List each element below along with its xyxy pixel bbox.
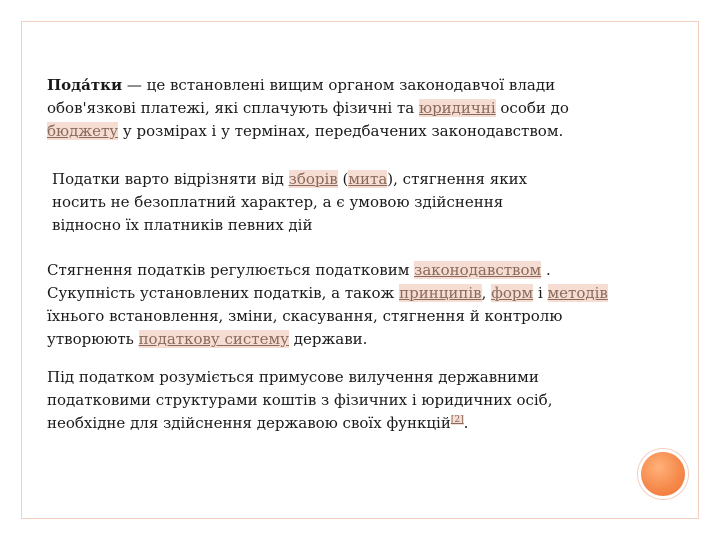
text: у розмірах і у термінах, передбачених законодавством.	[118, 122, 564, 140]
text: ), стягнення яких	[387, 170, 528, 188]
text: Під податком розуміється примусове вилучення державними	[47, 368, 539, 386]
text: обов'язкові платежі, які сплачують фізичні та	[47, 99, 420, 117]
link-pryntsypiv[interactable]: принципів	[399, 284, 482, 302]
text: їхнього встановлення, зміни, скасування, стягнення й контролю	[47, 307, 563, 325]
text: податковими структурами коштів з фізичних і юридичних осіб,	[47, 391, 553, 409]
text: .	[541, 261, 551, 279]
text: держави.	[288, 330, 368, 348]
link-zakonodavstvo[interactable]: законодавством	[414, 261, 542, 279]
text: .	[463, 414, 469, 432]
text: і	[533, 284, 548, 302]
link-myta[interactable]: мита	[348, 170, 388, 188]
text: Стягнення податків регулюється податковим	[47, 261, 415, 279]
text: відносно їх платників певних дій	[52, 216, 313, 234]
link-yurydychni[interactable]: юридичні	[419, 99, 496, 117]
text: носить не безоплатний характер, а є умовою здійснення	[52, 193, 504, 211]
text: необхідне для здійснення державою своїх функцій	[47, 414, 451, 432]
paragraph-regulation	[47, 259, 608, 351]
link-zboriv[interactable]: зборів	[288, 170, 338, 188]
text: Сукупність установлених податків, а також	[47, 284, 400, 302]
text: Податки варто відрізняти від	[52, 170, 289, 188]
text: особи до	[495, 99, 569, 117]
link-podatkova-systema[interactable]: податкову систему	[138, 330, 289, 348]
orange-circle-icon	[641, 452, 685, 496]
term-podatky: Пода́тки	[47, 76, 123, 94]
paragraph-understanding	[47, 366, 552, 435]
link-biudzhet[interactable]: бюджету	[47, 122, 119, 140]
text: (	[337, 170, 349, 188]
link-metodiv[interactable]: методів	[547, 284, 608, 302]
text: ,	[481, 284, 492, 302]
text: утворюють	[47, 330, 139, 348]
paragraph-distinction	[52, 168, 527, 237]
text: — це встановлені вищим органом законодавчої влади	[122, 76, 556, 94]
link-form[interactable]: форм	[491, 284, 534, 302]
paragraph-definition	[47, 74, 569, 143]
footnote-link[interactable]: [2]	[450, 415, 464, 425]
